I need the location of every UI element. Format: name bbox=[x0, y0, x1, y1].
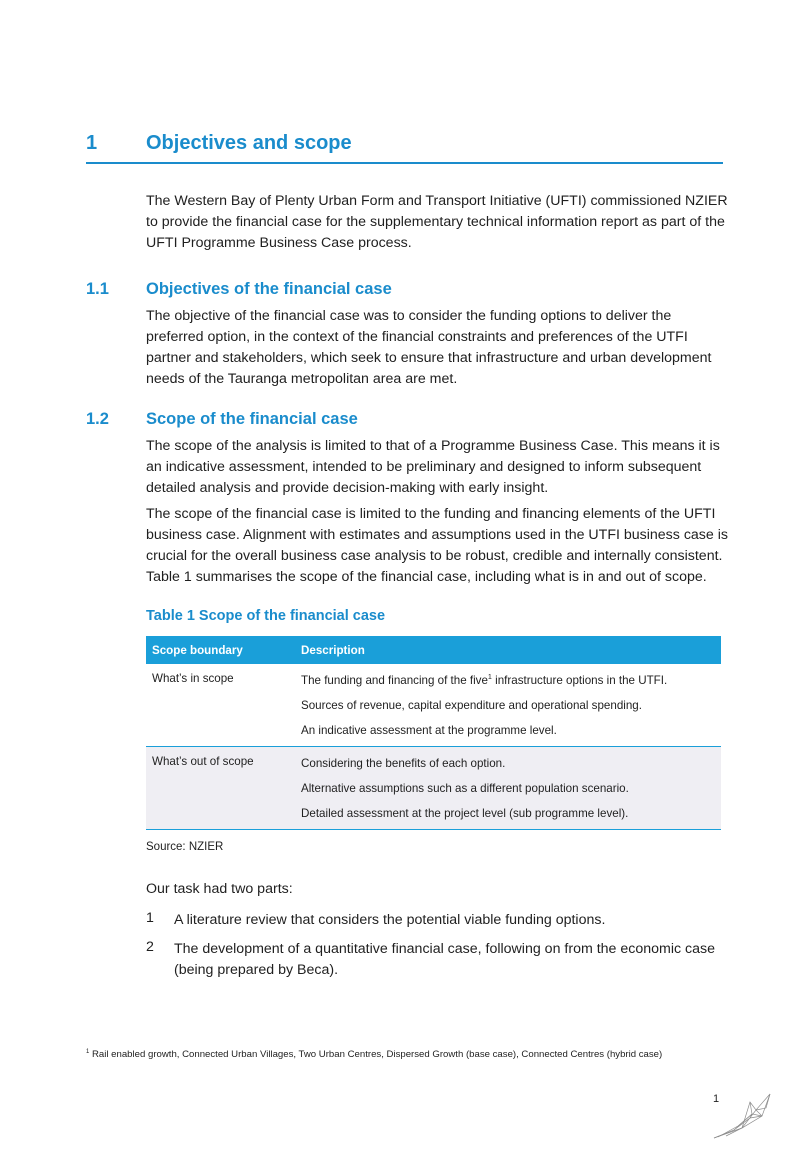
list-item: The development of a quantitative financial case, following on from the economic case (being prepared by Beca). bbox=[174, 941, 716, 978]
title-underline bbox=[86, 162, 723, 164]
description-line: Sources of revenue, capital expenditure and operational spending. bbox=[301, 699, 642, 712]
footnote bbox=[86, 1049, 662, 1060]
list-item-number: 2 bbox=[146, 939, 154, 955]
section-1-1-paragraph: The objective of the financial case was to consider the funding options to deliver the preferred option, in the context of the financial constraints and preferences of the UTFI partner and stakeholders, which seek to ensure that infrastructure and urban development needs of the Tauranga metropolitan area are met. bbox=[146, 308, 712, 387]
table-header-row bbox=[146, 636, 721, 664]
description-line: Detailed assessment at the project level (sub programme level). bbox=[301, 807, 629, 820]
section-1-1-number: 1.1 bbox=[86, 280, 109, 298]
task-lead: Our task had two parts: bbox=[146, 881, 293, 897]
description-line: Alternative assumptions such as a different population scenario. bbox=[301, 782, 629, 795]
section-1-2-title: Scope of the financial case bbox=[146, 410, 358, 428]
section-1-2-paragraph-2: The scope of the financial case is limited to the funding and financing elements of the UFTI business case. Alignment with estimates and assumptions used in the UTFI business case is crucial for the overall business case analysis to be robust, credible and internally consistent. Table 1 summarises the scope of the financial case, including what is in and out of scope. bbox=[146, 506, 728, 585]
section-number: 1 bbox=[86, 132, 98, 154]
header-scope-boundary: Scope boundary bbox=[146, 636, 295, 664]
section-1-1-title: Objectives of the financial case bbox=[146, 280, 392, 298]
description-cell bbox=[295, 664, 721, 747]
table-row bbox=[146, 664, 721, 747]
intro-paragraph: The Western Bay of Plenty Urban Form and Transport Initiative (UFTI) commissioned NZIER to provide the financial case for the supplementary technical information report as part of the UFTI Programme Business Case process. bbox=[146, 193, 728, 251]
section-1-2-paragraph-1: The scope of the analysis is limited to that of a Programme Business Case. This means it is an indicative assessment, intended to be preliminary and designed to inform subsequent detailed analysis and provide decision-making with early insight. bbox=[146, 438, 720, 496]
list-item: A literature review that considers the potential viable funding options. bbox=[174, 912, 606, 928]
table-source: Source: NZIER bbox=[146, 841, 224, 853]
scope-boundary-cell: What’s out of scope bbox=[146, 747, 295, 830]
page-number: 1 bbox=[713, 1093, 720, 1105]
table-row bbox=[146, 747, 721, 830]
footnote-text: Rail enabled growth, Connected Urban Villages, Two Urban Centres, Dispersed Growth (base case), Connected Centres (hybrid case) bbox=[89, 1049, 663, 1060]
scope-table bbox=[146, 636, 721, 830]
footnote-ref: 1 bbox=[487, 672, 492, 682]
description-line: Considering the benefits of each option. bbox=[301, 757, 506, 770]
section-1-2-number: 1.2 bbox=[86, 410, 109, 428]
description-cell bbox=[295, 747, 721, 830]
header-description: Description bbox=[295, 636, 721, 664]
description-line: The funding and financing of the five$^1$ infrastructure options in the UTFI. bbox=[301, 672, 668, 687]
table-caption: Table 1 Scope of the financial case bbox=[146, 608, 386, 624]
footnote-marker: 1 bbox=[86, 1048, 90, 1055]
geometric-bird-logo-icon bbox=[712, 1088, 774, 1140]
scope-boundary-cell: What’s in scope bbox=[146, 664, 295, 747]
description-line: An indicative assessment at the programme level. bbox=[301, 724, 557, 737]
list-item-number: 1 bbox=[146, 910, 154, 926]
page-title: Objectives and scope bbox=[146, 132, 352, 154]
